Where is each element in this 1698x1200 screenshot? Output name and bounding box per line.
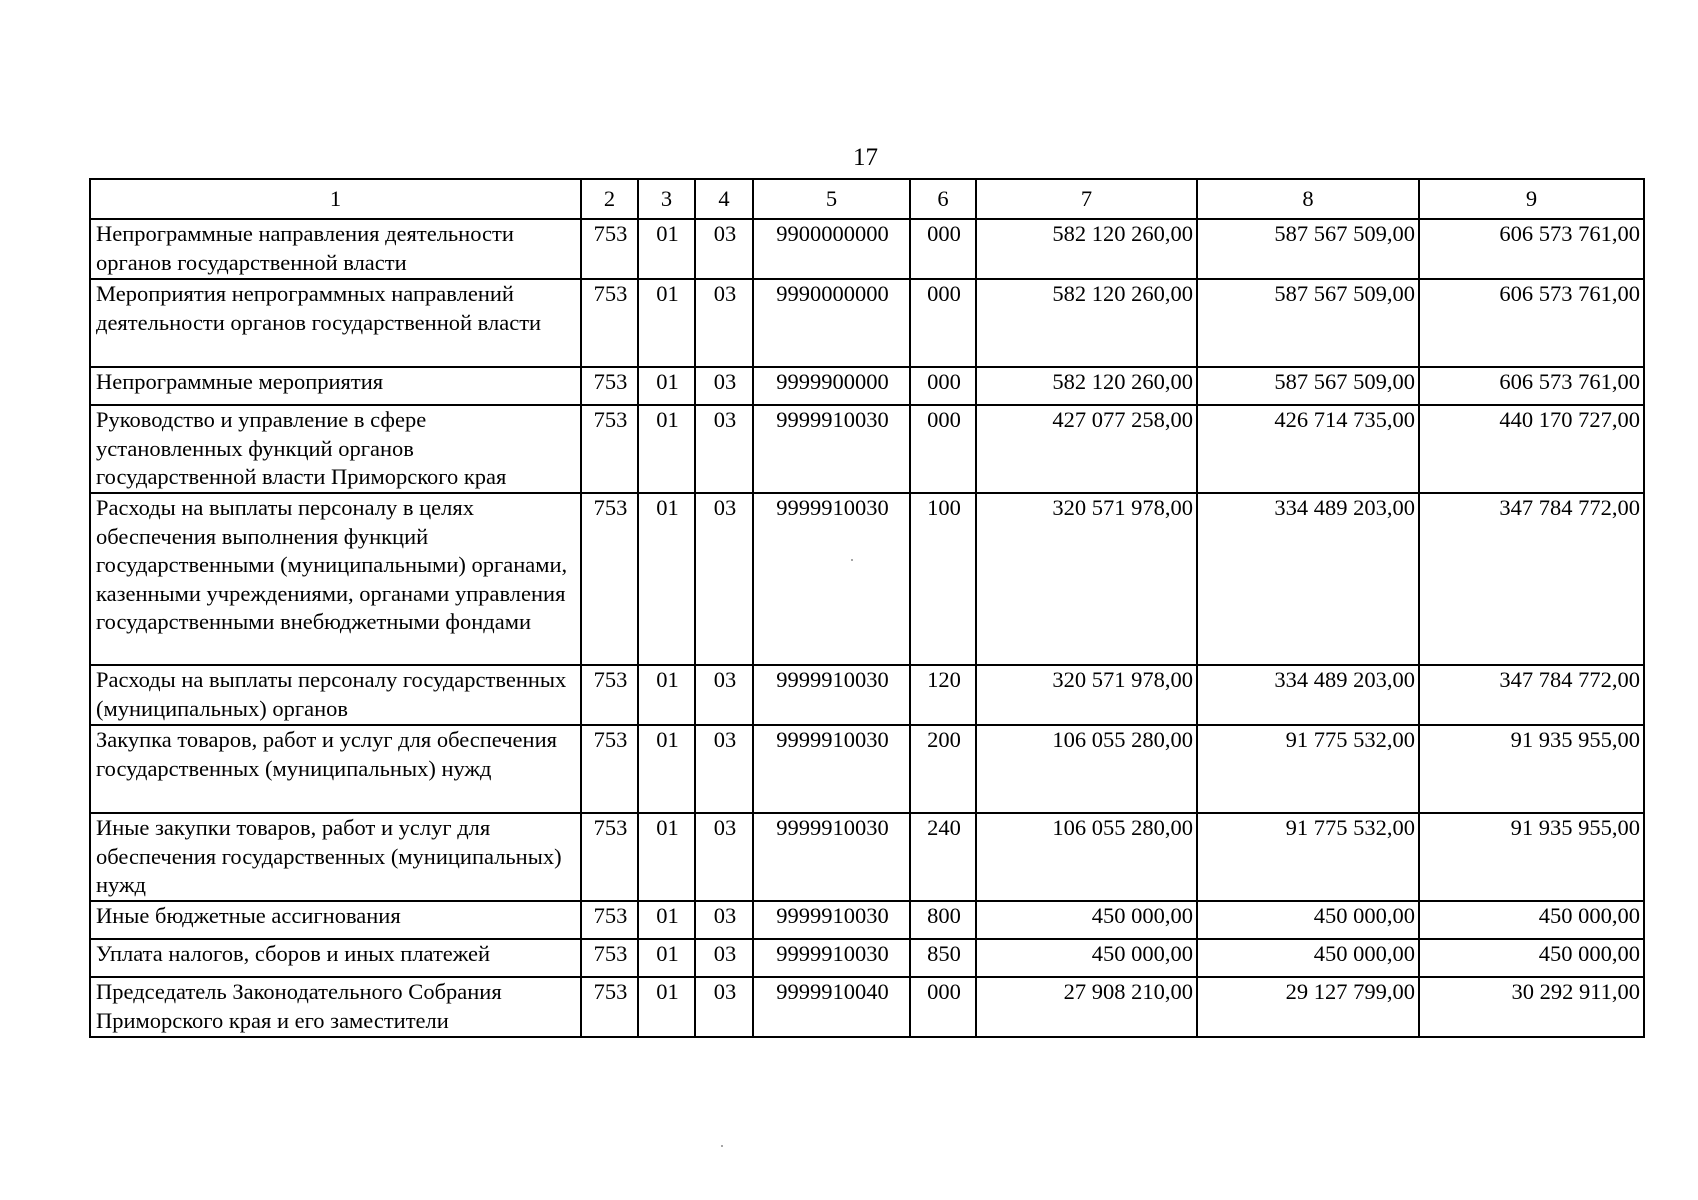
cell-col-9: 347 784 772,00 — [1419, 665, 1644, 725]
table-row — [90, 219, 1644, 279]
cell-col-4: 03 — [695, 405, 753, 493]
table-row — [90, 367, 1644, 405]
column-header: 7 — [976, 179, 1197, 219]
cell-col-8: 450 000,00 — [1197, 901, 1419, 939]
cell-col-2: 753 — [581, 219, 638, 279]
cell-col-2: 753 — [581, 367, 638, 405]
header-row — [90, 179, 1644, 219]
cell-col-3: 01 — [638, 405, 695, 493]
page-number: 17 — [853, 144, 878, 171]
cell-col-4: 03 — [695, 493, 753, 665]
cell-col-7: 450 000,00 — [976, 939, 1197, 977]
table-row — [90, 725, 1644, 813]
table-row — [90, 405, 1644, 493]
row-name: Непрограммные направления деятельности органов государственной власти — [90, 219, 581, 279]
cell-col-7: 106 055 280,00 — [976, 725, 1197, 813]
cell-col-9: 450 000,00 — [1419, 901, 1644, 939]
row-name: Руководство и управление в сфере установленных функций органов государственной власти Приморского края — [90, 405, 581, 493]
cell-col-6: 000 — [910, 279, 976, 367]
cell-col-6: 000 — [910, 977, 976, 1037]
cell-col-8: 334 489 203,00 — [1197, 665, 1419, 725]
cell-col-9: 606 573 761,00 — [1419, 219, 1644, 279]
cell-col-7: 320 571 978,00 — [976, 493, 1197, 665]
cell-col-2: 753 — [581, 813, 638, 901]
cell-col-7: 582 120 260,00 — [976, 279, 1197, 367]
scan-speck — [721, 1145, 723, 1147]
cell-col-9: 450 000,00 — [1419, 939, 1644, 977]
cell-col-3: 01 — [638, 901, 695, 939]
cell-col-5: 9999910030 — [753, 493, 910, 665]
cell-col-4: 03 — [695, 901, 753, 939]
cell-col-5: 9999910030 — [753, 901, 910, 939]
cell-col-5: 9999910040 — [753, 977, 910, 1037]
row-name: Расходы на выплаты персоналу в целях обеспечения выполнения функций государственными (муниципальными) органами, казенными учреждениями, органами управления государственными внебюджетными фондами — [90, 493, 581, 665]
cell-col-8: 91 775 532,00 — [1197, 813, 1419, 901]
cell-col-2: 753 — [581, 405, 638, 493]
cell-col-4: 03 — [695, 977, 753, 1037]
cell-col-9: 440 170 727,00 — [1419, 405, 1644, 493]
cell-col-6: 850 — [910, 939, 976, 977]
row-name: Иные закупки товаров, работ и услуг для обеспечения государственных (муниципальных) нужд — [90, 813, 581, 901]
cell-col-7: 582 120 260,00 — [976, 367, 1197, 405]
cell-col-2: 753 — [581, 279, 638, 367]
cell-col-6: 240 — [910, 813, 976, 901]
cell-col-3: 01 — [638, 219, 695, 279]
cell-col-6: 000 — [910, 219, 976, 279]
cell-col-8: 587 567 509,00 — [1197, 367, 1419, 405]
column-header: 6 — [910, 179, 976, 219]
cell-col-9: 606 573 761,00 — [1419, 279, 1644, 367]
row-name: Расходы на выплаты персоналу государственных (муниципальных) органов — [90, 665, 581, 725]
column-header: 8 — [1197, 179, 1419, 219]
cell-col-3: 01 — [638, 665, 695, 725]
column-header: 3 — [638, 179, 695, 219]
cell-col-5: 9999900000 — [753, 367, 910, 405]
cell-col-4: 03 — [695, 279, 753, 367]
table-row — [90, 493, 1644, 665]
table-row — [90, 939, 1644, 977]
column-header: 2 — [581, 179, 638, 219]
cell-col-3: 01 — [638, 939, 695, 977]
cell-col-5: 9999910030 — [753, 665, 910, 725]
table-body — [90, 219, 1644, 1037]
cell-col-5: 9999910030 — [753, 939, 910, 977]
cell-col-8: 450 000,00 — [1197, 939, 1419, 977]
cell-col-5: 9999910030 — [753, 813, 910, 901]
cell-col-6: 000 — [910, 405, 976, 493]
cell-col-3: 01 — [638, 725, 695, 813]
row-name: Уплата налогов, сборов и иных платежей — [90, 939, 581, 977]
cell-col-5: 9900000000 — [753, 219, 910, 279]
table-row — [90, 279, 1644, 367]
table-row — [90, 901, 1644, 939]
cell-col-5: 9999910030 — [753, 725, 910, 813]
cell-col-5: 9999910030 — [753, 405, 910, 493]
budget-table — [89, 178, 1645, 1038]
cell-col-8: 29 127 799,00 — [1197, 977, 1419, 1037]
row-name: Мероприятия непрограммных направлений деятельности органов государственной власти — [90, 279, 581, 367]
cell-col-4: 03 — [695, 725, 753, 813]
cell-col-9: 30 292 911,00 — [1419, 977, 1644, 1037]
cell-col-6: 120 — [910, 665, 976, 725]
cell-col-6: 200 — [910, 725, 976, 813]
cell-col-2: 753 — [581, 977, 638, 1037]
row-name: Непрограммные мероприятия — [90, 367, 581, 405]
cell-col-3: 01 — [638, 367, 695, 405]
column-header: 9 — [1419, 179, 1644, 219]
cell-col-4: 03 — [695, 367, 753, 405]
cell-col-4: 03 — [695, 665, 753, 725]
cell-col-7: 582 120 260,00 — [976, 219, 1197, 279]
cell-col-8: 426 714 735,00 — [1197, 405, 1419, 493]
column-header: 1 — [90, 179, 581, 219]
cell-col-4: 03 — [695, 939, 753, 977]
cell-col-6: 000 — [910, 367, 976, 405]
cell-col-9: 347 784 772,00 — [1419, 493, 1644, 665]
cell-col-7: 450 000,00 — [976, 901, 1197, 939]
cell-col-4: 03 — [695, 219, 753, 279]
table-row — [90, 977, 1644, 1037]
column-header: 5 — [753, 179, 910, 219]
cell-col-4: 03 — [695, 813, 753, 901]
cell-col-7: 427 077 258,00 — [976, 405, 1197, 493]
cell-col-8: 91 775 532,00 — [1197, 725, 1419, 813]
cell-col-8: 587 567 509,00 — [1197, 219, 1419, 279]
cell-col-3: 01 — [638, 279, 695, 367]
table-row — [90, 813, 1644, 901]
cell-col-2: 753 — [581, 901, 638, 939]
cell-col-8: 587 567 509,00 — [1197, 279, 1419, 367]
cell-col-2: 753 — [581, 939, 638, 977]
cell-col-7: 27 908 210,00 — [976, 977, 1197, 1037]
row-name: Председатель Законодательного Собрания Приморского края и его заместители — [90, 977, 581, 1037]
cell-col-2: 753 — [581, 725, 638, 813]
column-header: 4 — [695, 179, 753, 219]
cell-col-3: 01 — [638, 977, 695, 1037]
cell-col-9: 91 935 955,00 — [1419, 813, 1644, 901]
cell-col-3: 01 — [638, 493, 695, 665]
cell-col-9: 91 935 955,00 — [1419, 725, 1644, 813]
cell-col-7: 320 571 978,00 — [976, 665, 1197, 725]
row-name: Иные бюджетные ассигнования — [90, 901, 581, 939]
cell-col-9: 606 573 761,00 — [1419, 367, 1644, 405]
row-name: Закупка товаров, работ и услуг для обеспечения государственных (муниципальных) нужд — [90, 725, 581, 813]
cell-col-3: 01 — [638, 813, 695, 901]
cell-col-5: 9990000000 — [753, 279, 910, 367]
cell-col-6: 100 — [910, 493, 976, 665]
cell-col-6: 800 — [910, 901, 976, 939]
cell-col-2: 753 — [581, 665, 638, 725]
scan-speck — [851, 559, 853, 561]
table-row — [90, 665, 1644, 725]
cell-col-2: 753 — [581, 493, 638, 665]
cell-col-8: 334 489 203,00 — [1197, 493, 1419, 665]
cell-col-7: 106 055 280,00 — [976, 813, 1197, 901]
